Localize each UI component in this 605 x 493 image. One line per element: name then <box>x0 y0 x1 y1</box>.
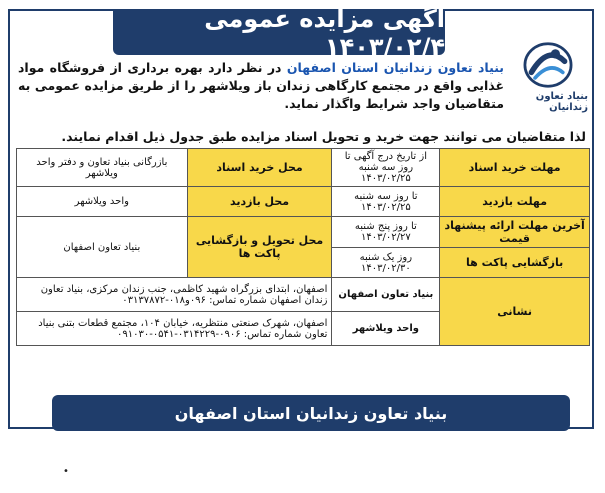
lead-sentence: لذا متقاضیان می توانند جهت خرید و تحویل اسناد مزایده طبق جدول ذیل اقدام نمایند. <box>61 129 586 144</box>
address-branch-1: بنیاد تعاون اصفهان <box>332 278 440 312</box>
visit-place: واحد ویلاشهر <box>17 187 188 217</box>
table-row <box>17 187 590 217</box>
organization-logo-icon <box>520 41 576 89</box>
delivery-place: بنیاد تعاون اصفهان <box>17 217 188 278</box>
table-row <box>17 149 590 187</box>
doc-purchase-place-label: محل خرید اسناد <box>187 149 332 187</box>
visit-place-label: محل بازدید <box>187 187 332 217</box>
intro-text: در نظر دارد بهره برداری از فروشگاه مواد غذایی واقع در مجتمع کارگاهی زندان باز ویلاشهر را از طریق مزایده عمومی به متقاضیان واجد شرایط واگذار نماید. <box>18 60 504 111</box>
notice-frame <box>8 5 594 429</box>
intro-org-name: بنیاد تعاون زندانیان استان اصفهان <box>286 60 504 75</box>
delivery-place-label: محل تحویل و بازگشایی پاکت ها <box>187 217 332 278</box>
schedule-table <box>16 148 590 346</box>
table-row <box>17 217 590 248</box>
bullet-mark: • <box>63 466 69 477</box>
address-label: نشانی <box>440 278 590 346</box>
address-branch-2: واحد ویلاشهر <box>332 312 440 346</box>
bid-deadline-date: تا روز پنج شنبه ۱۴۰۳/۰۲/۲۷ <box>332 217 440 248</box>
notice-title-text: آگهی مزایده عمومی ۱۴۰۳/۰۲/۴ <box>204 5 445 61</box>
visit-deadline-date: تا روز سه شنبه ۱۴۰۳/۰۲/۲۵ <box>332 187 440 217</box>
table-row <box>17 278 590 312</box>
footer-banner <box>52 395 570 431</box>
doc-purchase-deadline-label: مهلت خرید اسناد <box>440 149 590 187</box>
bid-deadline-label: آخرین مهلت ارائه پیشنهاد قیمت <box>440 217 590 248</box>
doc-purchase-deadline-date: از تاریخ درج آگهی تا روز سه شنبه ۱۴۰۳/۰۲/۲۵ <box>332 149 440 187</box>
opening-label: بازگشایی پاکت ها <box>440 248 590 278</box>
notice-title <box>113 5 445 61</box>
footer-org-name: بنیاد تعاون زندانیان استان اصفهان <box>174 403 448 423</box>
doc-purchase-place: بازرگانی بنیاد تعاون و دفتر واحد ویلاشهر <box>17 149 188 187</box>
visit-deadline-label: مهلت بازدید <box>440 187 590 217</box>
address-text-2: اصفهان، شهرک صنعتی منتظریه، خیابان ۱۰۴، مجتمع قطعات بتنی بنیاد تعاون شماره تماس: ۰۹۰۶-۰۳۱۴۲۲۹-۰۵۴۱-۰۹۱۰۳۰ <box>17 312 332 346</box>
logo-caption: بنیاد تعاون زندانیان <box>535 91 588 113</box>
intro-paragraph <box>18 59 504 113</box>
opening-date: روز یک شنبه ۱۴۰۳/۰۲/۳۰ <box>332 248 440 278</box>
address-text-1: اصفهان، ابتدای بزرگراه شهید کاظمی، جنب زندان مرکزی، بنیاد تعاون زندان اصفهان شماره تماس: ۰۹۶و۰۱۸-۰۳۱۳۷۸۷۲ <box>17 278 332 312</box>
logo <box>508 41 588 113</box>
